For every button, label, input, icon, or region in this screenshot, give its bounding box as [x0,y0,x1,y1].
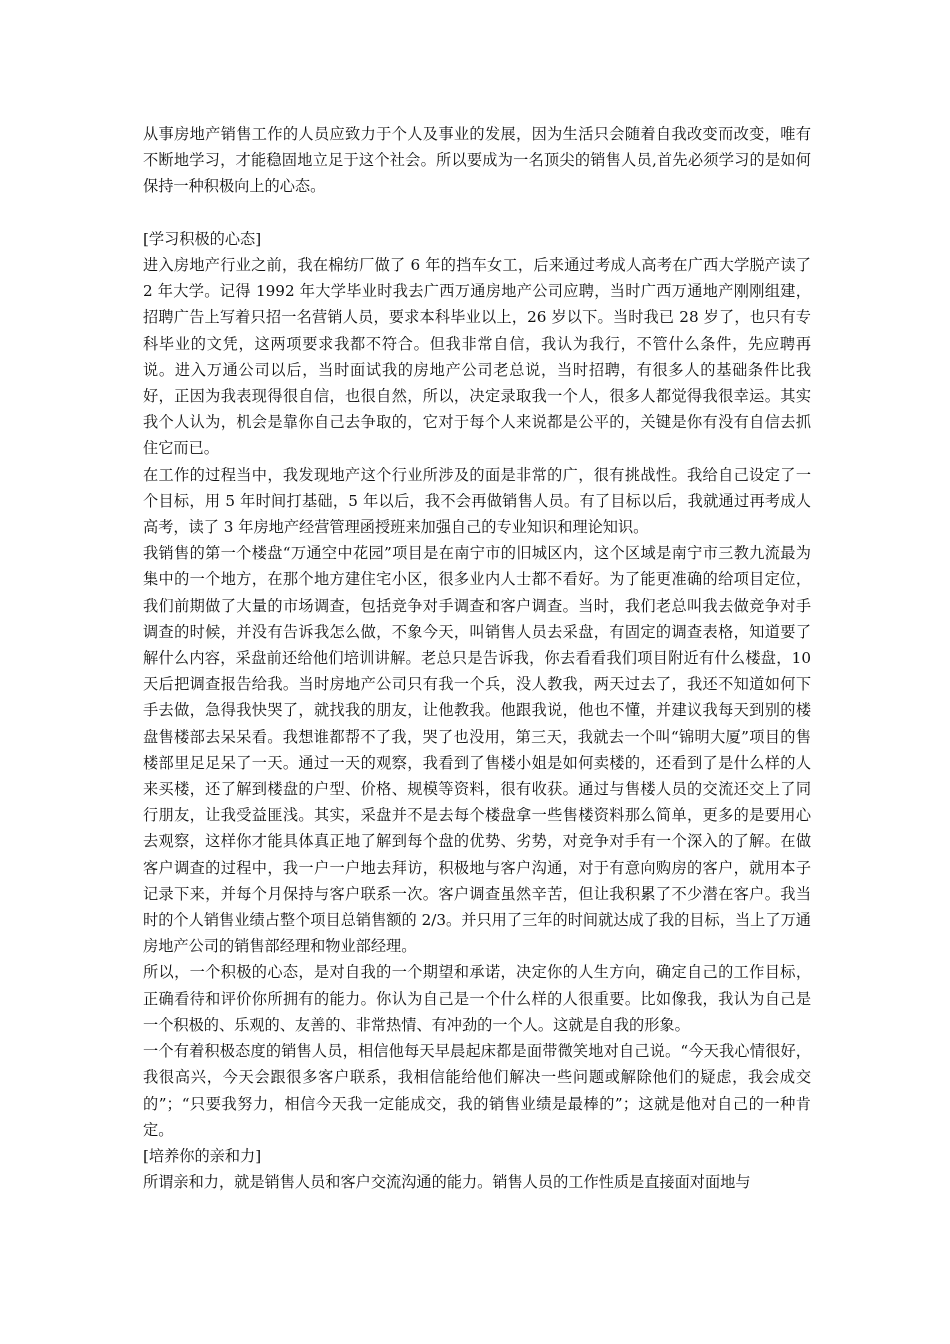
paragraph-self-image: 所以，一个积极的心态，是对自我的一个期望和承诺，决定你的人生方向，确定自己的工作目标，正确看待和评价你所拥有的能力。你认为自己是一个什么样的人很重要。比如像我，我认为自己是一个积极的、乐观的、友善的、非常热情、有冲劲的一个人。这就是自我的形象。 [143,963,811,1034]
intro-paragraph: 从事房地产销售工作的人员应致力于个人及事业的发展，因为生活只会随着自我改变而改变，唯有不断地学习，才能稳固地立足于这个社会。所以要成为一名顶尖的销售人员,首先必须学习的是如何保持一种积极向上的心态。 [143,125,811,196]
paragraph-positive-salesperson: 一个有着积极态度的销售人员，相信他每天早晨起床都是面带微笑地对自己说。“今天我心情很好，我很高兴，今天会跟很多客户联系，我相信能给他们解决一些问题或解除他们的疑虑，我会成交的”；“只要我努力，相信今天我一定能成交，我的销售业绩是最棒的”；这就是他对自己的一种肯定。 [143,1042,811,1139]
paragraph-first-project: 我销售的第一个楼盘“万通空中花园”项目是在南宁市的旧城区内，这个区域是南宁市三教九流最为集中的一个地方，在那个地方建住宅小区，很多业内人士都不看好。为了能更准确的给项目定位，我们前期做了大量的市场调查，包括竞争对手调查和客户调查。当时，我们老总叫我去做竞争对手调查的时候，并没有告诉我怎么做，不象今天，叫销售人员去采盘，有固定的调查表格，知道要了解什么内容，采盘前还给他们培训讲解。老总只是告诉我，你去看看我们项目附近有什么楼盘，10 天后把调查报告给我。当时房地产公司只有我一个兵，没人教我，两天过去了，我还不知道如何下手去做，急得我快哭了，就找我的朋友，让他教我。他跟我说，他也不懂，并建议我每天到别的楼盘售楼部去呆呆看。我想谁都帮不了我，哭了也没用，第三天，我就去一个叫“锦明大厦”项目的售楼部里足足呆了一天。通过一天的观察，我看到了售楼小姐是如何卖楼的，还看到了是什么样的人来买楼，还了解到楼盘的户型、价格、规模等资料，很有收获。通过与售楼人员的交流还交上了同行朋友，让我受益匪浅。其实，采盘并不是去每个楼盘拿一些售楼资料那么简单，更多的是要用心去观察，这样你才能具体真正地了解到每个盘的优势、劣势，对竞争对手有一个深入的了解。在做客户调查的过程中，我一户一户地去拜访，积极地与客户沟通，对于有意向购房的客户，就用本子记录下来，并每个月保持与客户联系一次。客户调查虽然辛苦，但让我积累了不少潜在客户。我当时的个人销售业绩占整个项目总销售额的 2/3。并只用了三年的时间就达成了我的目标，当上了万通房地产公司的销售部经理和物业部经理。 [143,544,811,956]
section-heading-affinity: [培养你的亲和力] [143,1146,262,1165]
blank-line [143,200,811,226]
paragraph-affinity: 所谓亲和力，就是销售人员和客户交流沟通的能力。销售人员的工作性质是直接面对面地与 [143,1173,751,1192]
section-heading-positive-attitude: [学习积极的心态] [143,229,262,248]
paragraph-goal-setting: 在工作的过程当中，我发现地产这个行业所涉及的面是非常的广，很有挑战性。我给自己设定了一个目标，用 5 年时间打基础，5 年以后，我不会再做销售人员。有了目标以后，我就通过再考成人高考，读了 3 年房地产经营管理函授班来加强自己的专业知识和理论知识。 [143,465,811,537]
document-body [143,121,811,1195]
paragraph-career-start: 进入房地产行业之前，我在棉纺厂做了 6 年的挡车女工，后来通过考成人高考在广西大学脱产读了 2 年大学。记得 1992 年大学毕业时我去广西万通房地产公司应聘，当时广西万通地产刚刚组建，招聘广告上写着只招一名营销人员，要求本科毕业以上，26 岁以下。当时我已 28 岁了，也只有专科毕业的文凭，这两项要求我都不符合。但我非常自信，我认为我行，不管什么条件，先应聘再说。进入万通公司以后，当时面试我的房地产公司老总说，当时招聘，有很多人的基础条件比我好，正因为我表现得很自信，也很自然，所以，决定录取我一个人，很多人都觉得我很幸运。其实我个人认为，机会是靠你自己去争取的，它对于每个人来说都是公平的，关键是你有没有自信去抓住它而已。 [143,256,811,458]
